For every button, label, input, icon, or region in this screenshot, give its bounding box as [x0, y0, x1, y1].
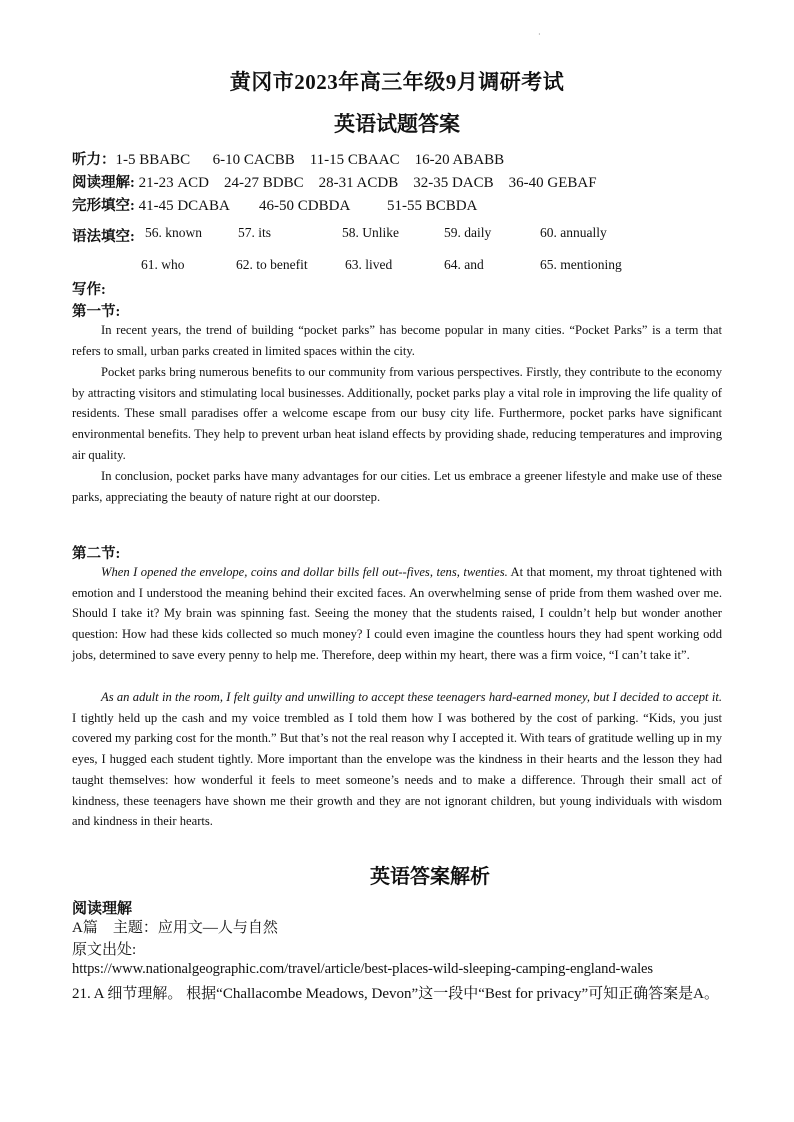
grammar-answer-63: 63. lived — [345, 257, 393, 272]
section2-paragraph-1 — [72, 562, 722, 666]
question-21-analysis: 21. A 细节理解。 根据“Challacombe Meadows, Devon”这一段中“Best for privacy”可知正确答案是A。 — [72, 986, 719, 1002]
reading-group-3: 28-31 ACDB — [318, 175, 399, 191]
grammar-answer-62: 62. to benefit — [236, 257, 308, 272]
section2-p1-italic: When I opened the envelope, coins and dollar bills fell out--fives, tens, twenties. — [101, 565, 508, 579]
section2-p2-text: I tightly held up the cash and my voice trembled as I told them how I was bothered by the cost of parking. “Kids, you just covered my parking cost for the month.” But that’s not the real reason why I accepted it. With tears of gratitude welling up in my eyes, I hugged each student tightly. More important than the envelope was the kindness in their hearts and the lesson they had taught themselves: how wonderful it feels to meet someone’s needs and to make a difference. Through their small act of kindness, these teenagers have shown me their growth and they are not ignorant children, but young individuals with wisdom and kindness in their hearts. — [72, 710, 722, 829]
cloze-group-2: 46-50 CDBDA — [259, 198, 350, 214]
reading-answers — [72, 171, 597, 192]
answer-key-title: 英语试题答案 — [334, 112, 460, 136]
section2-p2-italic: As an adult in the room, I felt guilty and unwilling to accept these teenagers hard-earned money, but I decided to accept it. — [101, 690, 722, 704]
reading-group-1: 21-23 ACD — [138, 175, 210, 191]
cloze-group-1: 41-45 DCABA — [138, 198, 230, 214]
listening-group-2: 6-10 CACBB — [212, 152, 295, 168]
section1-paragraph-1: In recent years, the trend of building “pocket parks” has become popular in many cities. “Pocket Parks” is a term that refers to small, urban parks created in limited spaces within the city. — [72, 323, 722, 358]
listening-answers — [72, 148, 504, 169]
analysis-section-label: 阅读理解 — [72, 901, 133, 917]
section1-paragraph-2: Pocket parks bring numerous benefits to our community from various perspectives. Firstly, they contribute to the economy by attracting visitors and stimulating local businesses. Additionally, pocket parks play a vital role in improving the life quality of residents. These small paradises offer a welcome escape from our busy city life. Furthermore, pocket parks have significant environmental benefits. They help to prevent urban heat island effects by providing shade, reducing temperatures and improving air quality. — [72, 365, 722, 462]
grammar-answer-61: 61. who — [141, 257, 185, 272]
source-label: 原文出处: — [72, 942, 137, 958]
grammar-row-1 — [72, 225, 732, 243]
section2-p1-text: At that moment, my throat tightened with emotion and I understood the meaning behind their excited faces. An overwhelming sense of pride from them washed over me. Should I take it? My brain was spinning fast. Seeing the money that the students raised, I couldn’t help but wonder another question: How had these kids collected so much money? I could even imagine the countless hours they had spent working odd jobs, determined to save every penny to help me. Therefore, deep within my heart, there was a firm voice, “I can’t take it”. — [72, 565, 722, 662]
grammar-answer-65: 65. mentioning — [540, 257, 622, 272]
top-dot: · — [538, 30, 541, 39]
cloze-label: 完形填空: — [72, 198, 135, 214]
listening-group-4: 16-20 ABABB — [414, 152, 505, 168]
section1-label: 第一节: — [72, 304, 121, 320]
cloze-answers — [72, 194, 477, 215]
grammar-answer-59: 59. daily — [444, 225, 492, 240]
cloze-group-3: 51-55 BCBDA — [386, 198, 478, 214]
passage-theme: A篇 主题：应用文—人与自然 — [72, 920, 278, 936]
reading-group-4: 32-35 DACB — [413, 175, 494, 191]
reading-group-2: 24-27 BDBC — [224, 175, 304, 191]
listening-label: 听力： — [72, 152, 116, 168]
section2-label: 第二节: — [72, 546, 121, 562]
exam-title: 黄冈市2023年高三年级9月调研考试 — [229, 70, 565, 94]
section2-paragraph-2 — [72, 687, 722, 832]
grammar-answer-60: 60. annually — [540, 225, 607, 240]
grammar-label: 语法填空: — [72, 229, 135, 245]
listening-group-1: 1-5 BBABC — [115, 152, 191, 168]
analysis-title: 英语答案解析 — [370, 866, 490, 888]
grammar-answer-64: 64. and — [444, 257, 484, 272]
reading-label: 阅读理解: — [72, 175, 135, 191]
grammar-answer-56: 56. known — [145, 225, 202, 240]
source-url: https://www.nationalgeographic.com/travel/article/best-places-wild-sleeping-camping-england-wales — [72, 961, 654, 977]
grammar-answer-57: 57. its — [238, 225, 272, 240]
grammar-answer-58: 58. Unlike — [342, 225, 399, 240]
grammar-row-2 — [72, 257, 732, 275]
reading-group-5: 36-40 GEBAF — [508, 175, 597, 191]
section1-paragraph-3: In conclusion, pocket parks have many advantages for our cities. Let us embrace a greener lifestyle and make use of these parks, appreciating the beauty of nature right at our doorstep. — [72, 469, 722, 504]
listening-group-3: 11-15 CBAAC — [309, 152, 400, 168]
writing-label: 写作: — [72, 282, 106, 298]
